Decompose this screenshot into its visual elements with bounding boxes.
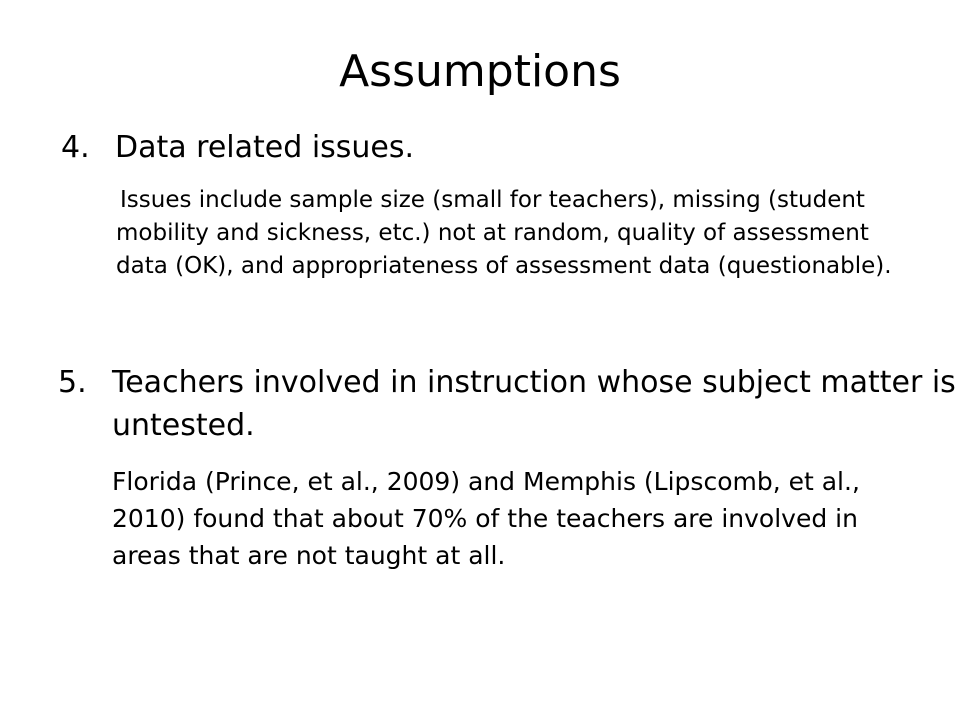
point-5-number: 5. xyxy=(58,365,87,400)
point-4-heading: Data related issues. xyxy=(115,130,415,165)
slide-title: Assumptions xyxy=(339,46,621,97)
point-5-heading: Teachers involved in instruction whose subject matter is untested. xyxy=(112,365,956,443)
point-5-heading-row xyxy=(58,361,960,447)
point-4-number: 4. xyxy=(61,130,90,165)
point-4-body: Issues include sample size (small for teachers), missing (student mobility and sickness, etc.) not at random, quality of assessment data (OK), and appropriateness of assessment data (questionable). xyxy=(116,187,892,279)
point-5-body: Florida (Prince, et al., 2009) and Memphis (Lipscomb, et al., 2010) found that about 70% of the teachers are involved in areas that are not taught at all. xyxy=(112,467,860,570)
point-4-heading-row xyxy=(61,129,921,167)
